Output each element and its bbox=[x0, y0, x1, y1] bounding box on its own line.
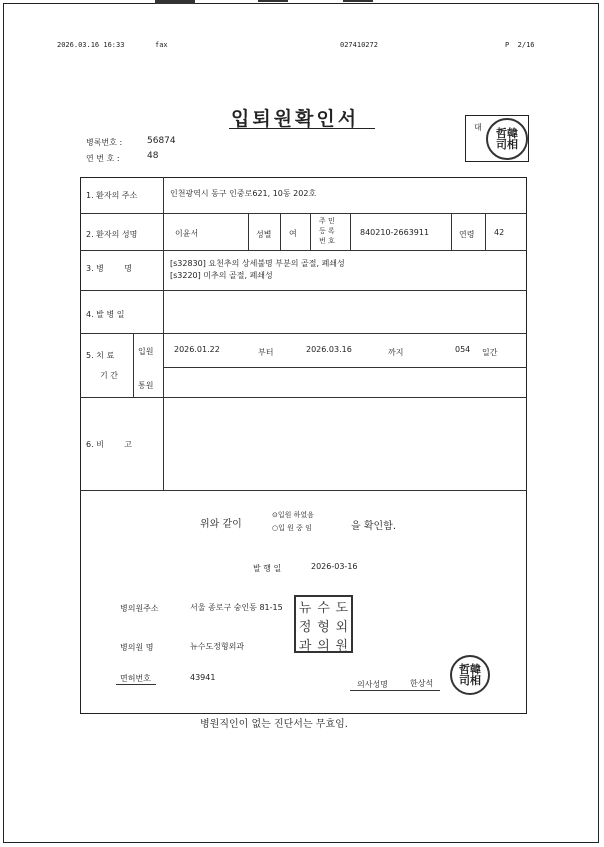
seal-char: 정 bbox=[298, 620, 312, 635]
rrn-label-line: 번 호 bbox=[319, 237, 335, 245]
patient-sex: 여 bbox=[289, 229, 297, 238]
document-title: 입퇴원확인서 bbox=[231, 108, 360, 130]
reg-number: 56874 bbox=[147, 136, 176, 146]
seal-text: 哲韓 司相 bbox=[459, 663, 481, 687]
issue-date: 2026-03-16 bbox=[311, 562, 358, 571]
doctor-label: 의사성명 bbox=[357, 680, 388, 689]
address-label: 1. 환자의 주소 bbox=[86, 191, 138, 200]
seal-char: 외 bbox=[335, 620, 349, 635]
col-divider bbox=[451, 213, 452, 250]
onset-label: 4. 발 병 일 bbox=[86, 310, 125, 319]
hospital-name: 뉴수도정형외과 bbox=[190, 642, 245, 651]
confirm-option-admitted: ○입 원 중 임 bbox=[272, 524, 312, 532]
doctor-seal bbox=[450, 655, 490, 695]
row-divider bbox=[80, 397, 527, 398]
signature-line bbox=[350, 690, 440, 691]
reg-label: 병록번호 : bbox=[86, 138, 123, 147]
col-divider bbox=[310, 213, 311, 250]
col-divider bbox=[248, 213, 249, 250]
row-divider bbox=[80, 333, 527, 334]
license-label: 면허번호 bbox=[120, 674, 151, 683]
inpatient-label: 입원 bbox=[138, 347, 154, 356]
confirm-suffix: 을 확인함. bbox=[351, 521, 396, 532]
issue-label: 발 행 일 bbox=[253, 564, 282, 573]
scan-mark bbox=[155, 0, 195, 4]
age-label: 연령 bbox=[459, 230, 475, 239]
col-divider bbox=[350, 213, 351, 250]
rrn-label-line: 주 민 bbox=[319, 217, 335, 225]
fax-number: 027410272 bbox=[340, 41, 378, 49]
seal-char: 형 bbox=[317, 620, 330, 635]
remarks-label: 6. 비 고 bbox=[86, 440, 132, 449]
row-divider bbox=[80, 490, 527, 491]
hospital-address: 서울 종로구 숭인동 81-15 bbox=[190, 603, 283, 612]
seal-char: 도 bbox=[335, 601, 349, 616]
doctor-seal-top bbox=[486, 118, 528, 160]
sex-label: 성별 bbox=[256, 230, 272, 239]
inpatient-start: 2026.01.22 bbox=[174, 345, 220, 354]
patient-rrn: 840210-2663911 bbox=[360, 228, 430, 237]
period-label-2: 기 간 bbox=[100, 371, 118, 380]
row-divider bbox=[80, 213, 527, 214]
seal-char: 뉴 bbox=[298, 601, 312, 616]
period-label: 5. 치 료 bbox=[86, 351, 115, 360]
days-unit: 일간 bbox=[482, 348, 498, 357]
seal-char: 원 bbox=[335, 639, 349, 654]
serial-number: 48 bbox=[147, 151, 159, 161]
days-count: 054 bbox=[455, 345, 471, 354]
col-divider bbox=[133, 333, 134, 397]
seal-char: 의 bbox=[317, 639, 330, 654]
diagnosis-1: [s32830] 요천추의 상세불명 부분의 골절, 폐쇄성 bbox=[170, 259, 345, 268]
license-underline bbox=[116, 684, 156, 685]
seal-char: 수 bbox=[317, 601, 330, 616]
scan-mark bbox=[343, 0, 373, 2]
patient-age: 42 bbox=[494, 228, 505, 237]
confirm-prefix: 위와 같이 bbox=[200, 519, 242, 530]
diagnosis-2: [s3220] 미추의 골절, 폐쇄성 bbox=[170, 271, 273, 280]
outpatient-label: 통원 bbox=[138, 381, 154, 390]
seal-text: 哲韓 司相 bbox=[496, 127, 518, 151]
row-divider bbox=[163, 367, 527, 368]
rrn-label bbox=[319, 216, 335, 246]
fax-datetime: 2026.03.16 16:33 bbox=[57, 41, 125, 49]
row-divider bbox=[80, 250, 527, 251]
patient-address: 인천광역시 동구 인중로621, 10동 202호 bbox=[170, 189, 317, 198]
col-divider bbox=[163, 177, 164, 490]
until-text: 까지 bbox=[388, 348, 404, 357]
confirm-option-inpatient: ⊙입원 하였음 bbox=[272, 511, 314, 519]
fax-type: fax bbox=[155, 41, 168, 49]
col-divider bbox=[485, 213, 486, 250]
inpatient-end: 2026.03.16 bbox=[306, 345, 352, 354]
doctor-name: 한상석 bbox=[410, 679, 434, 688]
name-label: 2. 환자의 성명 bbox=[86, 230, 138, 239]
rrn-label-line: 등 록 bbox=[319, 227, 335, 235]
row-divider bbox=[80, 290, 527, 291]
license-number: 43941 bbox=[190, 673, 216, 682]
hospital-address-label: 병의원주소 bbox=[120, 604, 159, 613]
scan-mark bbox=[258, 0, 288, 2]
from-text: 부터 bbox=[258, 348, 274, 357]
title-underline bbox=[229, 128, 375, 129]
hospital-name-label: 병의원 명 bbox=[120, 643, 154, 652]
seal-char: 과 bbox=[298, 639, 312, 654]
serial-label: 연 번 호 : bbox=[86, 154, 120, 163]
disease-label: 3. 병 명 bbox=[86, 264, 132, 273]
col-divider bbox=[280, 213, 281, 250]
hospital-official-seal bbox=[294, 595, 353, 653]
fax-page: P 2/16 bbox=[505, 41, 535, 49]
footer-notice: 병원직인이 없는 진단서는 무효임. bbox=[200, 719, 348, 730]
stamp-box-label: 대 bbox=[474, 123, 482, 132]
patient-name: 이윤서 bbox=[175, 229, 199, 238]
